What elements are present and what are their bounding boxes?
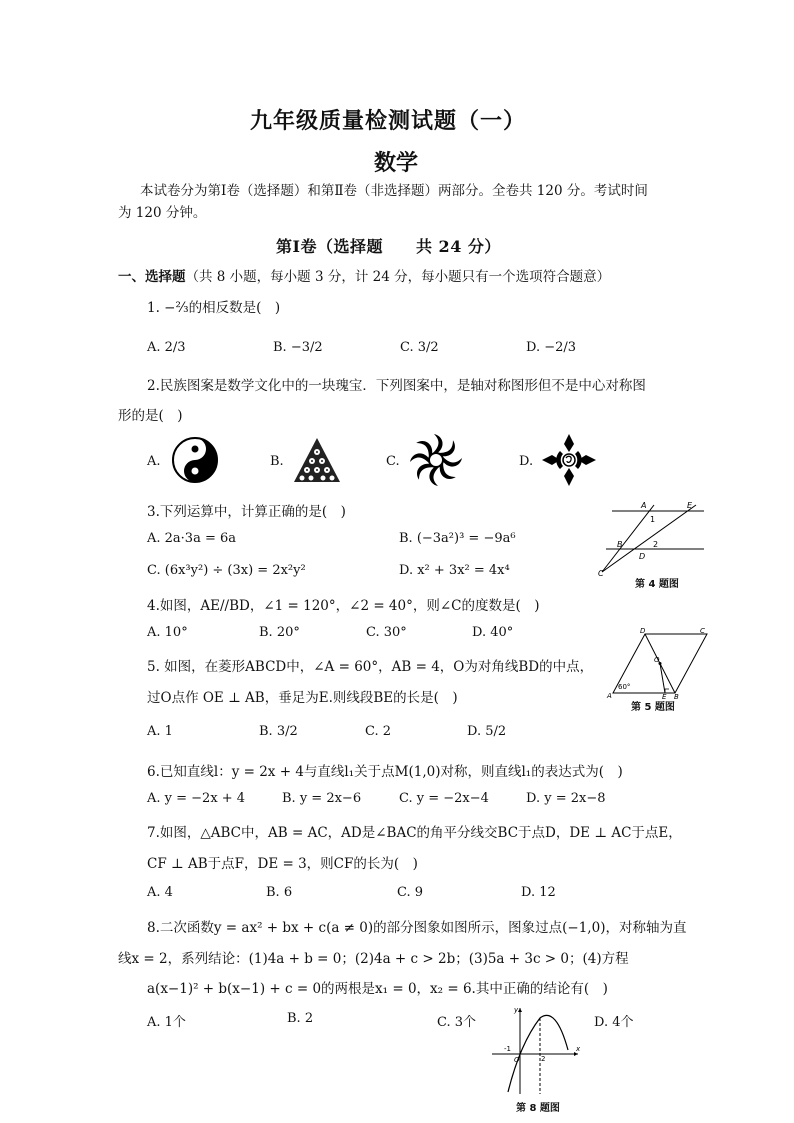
question-6-option-c: C. y = −2x−4 [399,791,489,806]
question-6-option-b: B. y = 2x−6 [282,791,362,806]
q4-label-e: E [687,501,693,510]
question-7-stem-line2: CF ⊥ AB于点F，DE = 3，则CF的长为( ) [147,856,418,872]
question-8-figure-caption: 第 8 题图 [516,1103,560,1114]
question-6-stem: 6.已知直线l：y = 2x + 4与直线l₁关于点M(1,0)对称，则直线l₁的表达式为( ) [147,764,623,780]
question-1-stem: 1. −⅔的相反数是( ) [147,300,281,316]
subject-title: 数学 [374,150,419,176]
question-8-stem-line3: a(x−1)² + b(x−1) + c = 0的两根是x₁ = 0，x₂ = 6.其中正确的结论有( ) [147,981,608,997]
question-4-stem: 4.如图，AE//BD，∠1 = 120°，∠2 = 40°，则∠C的度数是( ) [147,598,540,614]
q4-label-c: C [598,569,604,576]
question-7-option-b: B. 6 [266,885,293,900]
question-7-stem-line1: 7.如图，△ABC中，AB = AC，AD是∠BAC的角平分线交BC于点D，DE ⊥ AC于点E， [147,825,682,841]
question-4-figure-caption: 第 4 题图 [635,579,679,590]
question-3-option-a: A. 2a·3a = 6a [147,531,237,546]
q5-label-o: O [654,656,660,664]
question-6-option-d: D. y = 2x−8 [526,791,606,806]
question-8-stem-line2: 线x = 2，系列结论：(1)4a + b = 0；(2)4a + c > 2b；(3)5a + 3c > 0；(4)方程 [118,951,629,967]
question-7-option-a: A. 4 [147,885,173,900]
question-5-option-a: A. 1 [147,724,173,739]
q5-label-c: C [700,627,705,635]
q5-label-d: D [640,627,646,635]
intro-line-1: 本试卷分为第Ⅰ卷（选择题）和第Ⅱ卷（非选择题）两部分。全卷共 120 分。考试时间 [140,183,648,199]
question-5-figure [604,626,712,700]
q4-label-1: 1 [650,515,656,524]
question-2-option-d: D. [519,454,534,469]
question-5-stem-line1: 5. 如图，在菱形ABCD中，∠A = 60°，AB = 4，O为对角线BD的中点， [147,659,594,675]
question-4-option-b: B. 20° [259,625,300,640]
q8-label-origin: O [514,1056,520,1064]
question-4-option-c: C. 30° [366,625,407,640]
question-2-stem-line1: 2.民族图案是数学文化中的一块瑰宝．下列图案中，是轴对称图形但不是中心对称图 [147,378,646,394]
question-8-option-b: B. 2 [287,1011,314,1026]
question-2-stem-line2: 形的是( ) [118,408,183,424]
q5-label-b: B [674,693,679,700]
q4-label-b: B [617,540,623,549]
section-note: （共 8 小题，每小题 3 分，计 24 分，每小题只有一个选项符合题意） [185,269,611,285]
q5-label-e: E [662,693,667,700]
question-5-figure-caption: 第 5 题图 [631,702,675,713]
q8-label-x: x [576,1045,581,1053]
question-7-option-d: D. 12 [521,885,556,900]
question-4-figure [598,496,708,576]
cross-ornament-icon [540,432,598,488]
intro-line-2: 为 120 分钟。 [118,205,207,221]
question-2-option-b: B. [270,454,284,469]
triangle-pattern-icon [292,436,342,484]
yin-yang-icon [171,436,219,484]
question-1-option-b: B. −3/2 [273,340,323,355]
q4-label-a: A [641,501,647,510]
question-1-option-a: A. 2/3 [147,340,186,355]
section-label: 一、选择题 [118,269,186,285]
q8-label-y: y [514,1006,519,1014]
q8-label-neg1: -1 [504,1045,511,1053]
part1-heading: 第Ⅰ卷（选择题 共 24 分） [276,237,501,256]
question-8-option-d: D. 4个 [594,1015,634,1030]
question-4-option-a: A. 10° [147,625,188,640]
question-2-option-a: A. [147,454,161,469]
swirl-flower-icon [408,432,464,488]
question-5-option-d: D. 5/2 [467,724,507,739]
q5-label-a: A [607,692,612,700]
question-8-figure [490,1004,582,1096]
page-title: 九年级质量检测试题（一） [250,108,527,134]
q8-label-2: 2 [541,1055,546,1063]
question-5-option-b: B. 3/2 [259,724,298,739]
question-8-option-a: A. 1个 [147,1015,186,1030]
question-6-option-a: A. y = −2x + 4 [147,791,246,806]
question-2-option-c: C. [386,454,400,469]
question-3-option-d: D. x² + 3x² = 4x⁴ [399,563,510,578]
question-5-option-c: C. 2 [365,724,392,739]
question-4-option-d: D. 40° [472,625,514,640]
question-7-option-c: C. 9 [397,885,424,900]
question-1-option-d: D. −2/3 [526,340,577,355]
q5-label-angle: 60° [618,683,631,691]
question-8-stem-line1: 8.二次函数y = ax² + bx + c(a ≠ 0)的部分图象如图所示，图象过点(−1,0)，对称轴为直 [147,920,687,936]
question-3-option-c: C. (6x³y²) ÷ (3x) = 2x²y² [147,563,306,578]
question-3-stem: 3.下列运算中，计算正确的是( ) [147,504,346,520]
question-5-stem-line2: 过O点作 OE ⊥ AB，垂足为E.则线段BE的长是( ) [147,690,458,706]
question-8-option-c: C. 3个 [437,1015,477,1030]
question-3-option-b: B. (−3a²)³ = −9a⁶ [399,531,516,546]
q4-label-2: 2 [653,540,659,549]
section-title [118,265,610,285]
question-1-option-c: C. 3/2 [400,340,439,355]
q4-label-d: D [639,552,646,561]
